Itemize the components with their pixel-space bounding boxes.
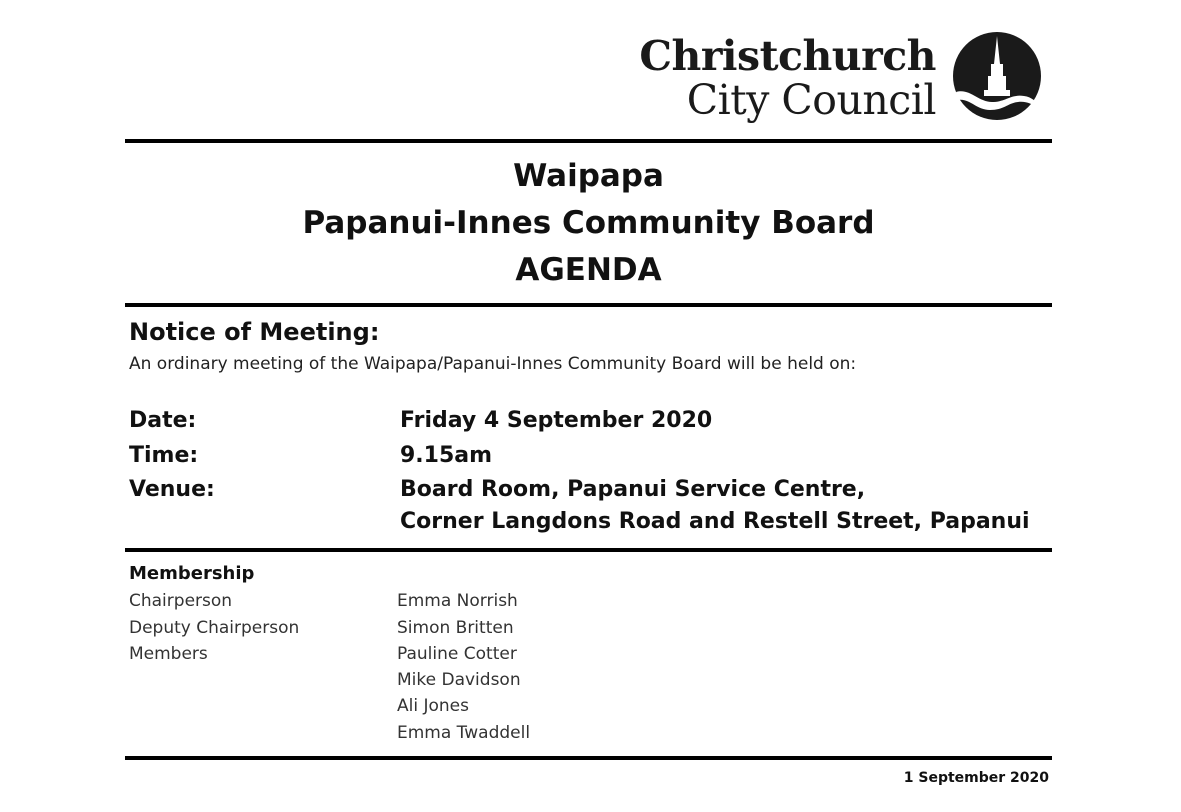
member-name: Emma Twaddell <box>397 723 531 743</box>
title-line2: Papanui-Innes Community Board <box>302 205 875 241</box>
members-label: Members <box>129 644 208 664</box>
member-name: Mike Davidson <box>397 670 521 690</box>
document-title <box>125 153 1052 294</box>
title-line1: Waipapa <box>513 158 664 194</box>
top-rule <box>125 139 1052 143</box>
time-label: Time: <box>129 443 199 468</box>
venue-line1: Board Room, Papanui Service Centre, <box>400 477 866 502</box>
member-name: Pauline Cotter <box>397 644 517 664</box>
member-name: Ali Jones <box>397 696 469 716</box>
notice-heading: Notice of Meeting: <box>129 318 380 346</box>
title-rule <box>125 303 1052 307</box>
notice-text: An ordinary meeting of the Waipapa/Papanui-Innes Community Board will be held on: <box>129 354 857 374</box>
title-line3: AGENDA <box>515 252 662 288</box>
deputy-chairperson-name: Simon Britten <box>397 618 514 638</box>
logo-line2: City Council <box>686 76 936 124</box>
christchurch-cathedral-emblem-icon <box>948 30 1046 122</box>
chairperson-label: Chairperson <box>129 591 233 611</box>
publication-date: 1 September 2020 <box>903 770 1049 786</box>
time-value: 9.15am <box>400 443 493 468</box>
council-logo <box>639 30 1048 126</box>
membership-rule <box>125 548 1052 552</box>
date-value: Friday 4 September 2020 <box>400 408 713 433</box>
chairperson-name: Emma Norrish <box>397 591 518 611</box>
venue-line2: Corner Langdons Road and Restell Street, Papanui <box>400 509 1030 534</box>
bottom-rule <box>125 756 1052 760</box>
logo-line1: Christchurch <box>639 32 936 80</box>
venue-label: Venue: <box>129 477 215 502</box>
membership-heading: Membership <box>129 563 255 584</box>
deputy-chairperson-label: Deputy Chairperson <box>129 618 300 638</box>
date-label: Date: <box>129 408 197 433</box>
